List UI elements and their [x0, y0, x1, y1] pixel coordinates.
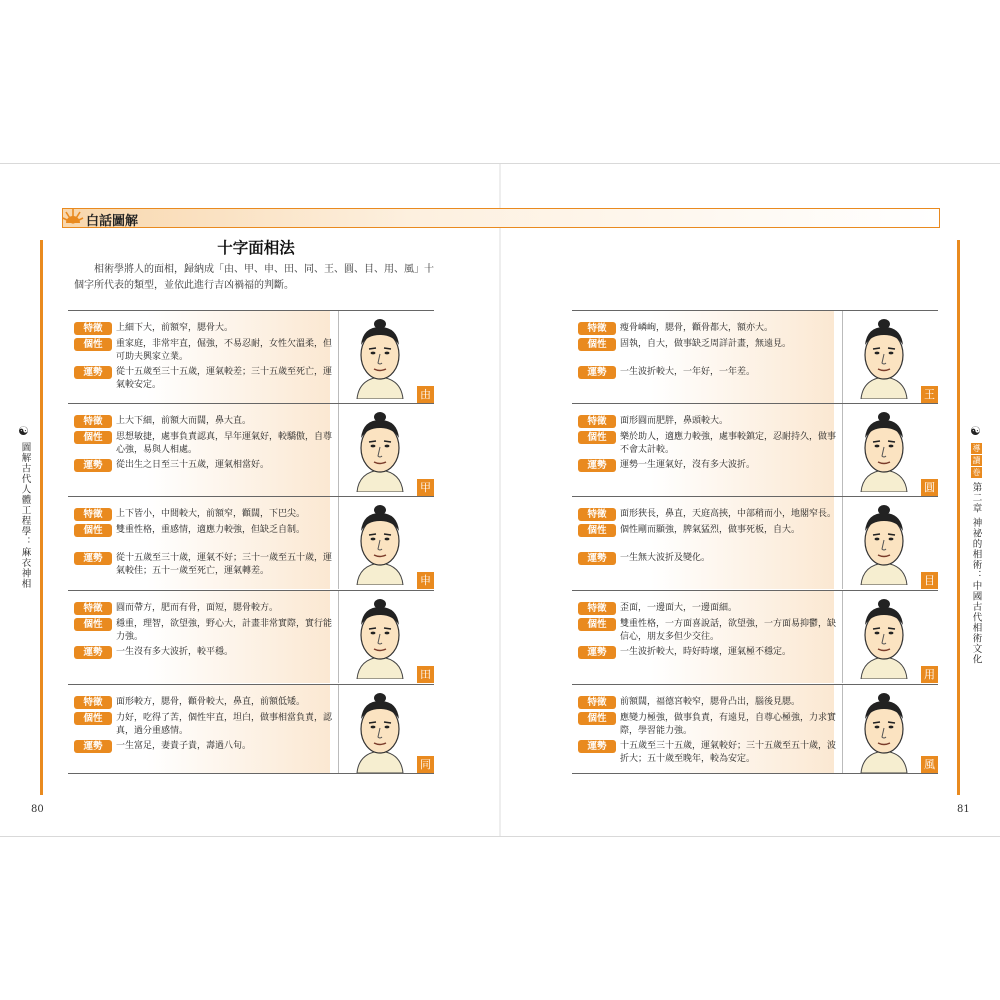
entry-row-feature: [74, 322, 336, 335]
entry-row-personality: [74, 712, 336, 737]
right-page-number: 81: [957, 804, 970, 815]
entry-row-personality: [74, 618, 336, 643]
tag-feature: 特徵: [578, 415, 616, 428]
tag-personality: 個性: [74, 712, 112, 725]
face-char-badge: 圓: [921, 479, 938, 496]
entry-feature-text: 上細下大，前額窄，腮骨大。: [116, 323, 234, 333]
face-portrait-illustration: [853, 315, 915, 399]
left-side-title: 圖解古代人體工程學：麻衣神相: [19, 442, 31, 589]
entry-row-personality: [74, 338, 336, 363]
tag-feature: 特徵: [74, 322, 112, 335]
entry-fortune-text: 一生波折較大，時好時壞，運氣極不穩定。: [620, 647, 792, 657]
entry-row-feature: [578, 696, 840, 709]
entry-feature-text: 上下皆小，中間較大，前額窄，顴闊，下巴尖。: [116, 509, 306, 519]
face-char-badge: 申: [417, 572, 434, 589]
entry-row-feature: [578, 322, 840, 335]
face-type-entry: [572, 310, 938, 403]
entry-fortune-text: 一生波折較大，一年好，一年差。: [620, 367, 756, 377]
right-side-bar: [957, 240, 960, 795]
entry-fortune-text: 十五歲至三十五歲，運氣較好；三十五歲至五十歲，波折大；五十歲至晚年，較為安定。: [620, 741, 837, 764]
entry-fortune-text: 從十五歲至三十歲，運氣不好；三十一歲至五十歲，運氣較佳；五十一歲至死亡，運氣轉差。: [116, 553, 333, 576]
face-type-entry: [68, 403, 434, 496]
entry-row-personality: [74, 431, 336, 456]
face-char-badge: 同: [417, 756, 434, 773]
entry-row-personality: [578, 338, 840, 351]
side-badge: 讀: [972, 456, 981, 465]
face-portrait-illustration: [853, 689, 915, 773]
entry-row-fortune: [74, 459, 336, 472]
entry-personality-text: 雙重性格，重感情，適應力較強，但缺乏自制。: [116, 525, 306, 535]
tag-feature: 特徵: [74, 415, 112, 428]
book-gutter: [499, 164, 501, 836]
entry-feature-text: 歪面，一邊面大，一邊面細。: [620, 603, 738, 613]
entry-personality-text: 重家庭，非常牢直，倔強，不易忍耐，女性欠溫柔，但可助夫興家立業。: [116, 339, 333, 362]
face-portrait-illustration: [853, 501, 915, 585]
entry-row-feature: [578, 602, 840, 615]
face-portrait-illustration: [349, 501, 411, 585]
entry-personality-text: 個性剛而顯強，脾氣猛烈，做事死板，自大。: [620, 525, 801, 535]
face-char-badge: 由: [417, 386, 434, 403]
entry-feature-text: 面形較方，腮骨，顴骨較大，鼻直，前額低矮。: [116, 697, 306, 707]
face-type-entry: [68, 684, 434, 774]
tag-personality: 個性: [74, 618, 112, 631]
face-portrait-illustration: [853, 595, 915, 679]
intro-paragraph: 相術學將人的面相，歸納成「由、甲、申、田、同、王、圓、目、用、風」十個字所代表的類型，並依此進行吉凶禍福的判斷。: [74, 264, 434, 291]
entry-row-personality: [578, 712, 840, 737]
tag-feature: 特徵: [578, 696, 616, 709]
tag-personality: 個性: [578, 618, 616, 631]
side-badge: 卷: [972, 468, 981, 477]
tag-fortune: 運勢: [74, 459, 112, 472]
tag-feature: 特徵: [74, 696, 112, 709]
yin-yang-icon-right: ☯: [970, 424, 981, 438]
entry-row-fortune: [74, 646, 336, 659]
tag-personality: 個性: [578, 524, 616, 537]
face-char-badge: 風: [921, 756, 938, 773]
entry-row-feature: [578, 415, 840, 428]
entry-personality-text: 思想敏捷，處事負責認真，早年運氣好，較驕傲，自尊心強，易與人相處。: [116, 432, 333, 455]
entry-feature-text: 面形圓而肥胖，鼻頭較大。: [620, 416, 729, 426]
entry-row-personality: [578, 524, 840, 537]
tag-fortune: 運勢: [578, 366, 616, 379]
entry-row-fortune: [578, 366, 840, 379]
entry-row-fortune: [74, 366, 336, 391]
entry-fortune-text: 從十五歲至三十五歲，運氣較差；三十五歲至死亡，運氣較安定。: [116, 367, 333, 390]
entry-personality-text: 樂於助人，適應力較強，處事較鎮定，忍耐持久，做事不會太計較。: [620, 432, 837, 455]
tag-fortune: 運勢: [578, 740, 616, 753]
entry-row-feature: [578, 508, 840, 521]
face-type-entry: [68, 496, 434, 589]
face-char-badge: 田: [417, 666, 434, 683]
entry-row-fortune: [74, 740, 336, 753]
tag-feature: 特徵: [74, 602, 112, 615]
entry-row-feature: [74, 508, 336, 521]
page-heading: 十字面相法: [217, 239, 295, 257]
face-portrait-illustration: [853, 408, 915, 492]
tag-feature: 特徵: [578, 508, 616, 521]
face-type-entry: [572, 403, 938, 496]
tag-fortune: 運勢: [74, 366, 112, 379]
tag-fortune: 運勢: [578, 646, 616, 659]
entry-personality-text: 雙重性格，一方面喜說話，欲望強，一方面易抑鬱，缺信心，朋友多但少交往。: [620, 619, 837, 642]
left-page-number: 80: [31, 804, 44, 815]
banner-label: 白話圖解: [86, 214, 139, 229]
entry-row-fortune: [578, 459, 840, 472]
entry-fortune-text: 從出生之日至三十五歲，運氣相當好。: [116, 460, 270, 470]
entry-fortune-text: 一生沒有多大波折，較平穩。: [116, 647, 234, 657]
sun-rays-icon: [62, 205, 84, 227]
entry-personality-text: 應變力極強，做事負責，有遠見，自尊心極強，力求實際，學習能力強。: [620, 713, 837, 736]
face-char-badge: 用: [921, 666, 938, 683]
entry-fortune-text: 運勢一生運氣好，沒有多大波折。: [620, 460, 756, 470]
entry-row-feature: [74, 415, 336, 428]
tag-feature: 特徵: [578, 322, 616, 335]
entry-row-fortune: [578, 552, 840, 565]
entry-personality-text: 固執，自大，做事缺乏周詳計畫，無遠見。: [620, 339, 792, 349]
entry-personality-text: 力好，吃得了苦，個性牢直，坦白，做事相當負責，認真，過分重感情。: [116, 713, 333, 736]
left-side-bar: [40, 240, 43, 795]
entry-feature-text: 瘦骨嶙峋，腮骨，顴骨都大，額亦大。: [620, 323, 774, 333]
tag-personality: 個性: [74, 338, 112, 351]
entry-row-fortune: [578, 740, 840, 765]
tag-fortune: 運勢: [74, 646, 112, 659]
tag-fortune: 運勢: [578, 552, 616, 565]
tag-feature: 特徵: [578, 602, 616, 615]
side-badge: 導: [972, 444, 981, 453]
face-char-badge: 目: [921, 572, 938, 589]
face-portrait-illustration: [349, 689, 411, 773]
entry-row-feature: [74, 602, 336, 615]
tag-personality: 個性: [578, 431, 616, 444]
face-type-entry: [572, 496, 938, 589]
tag-fortune: 運勢: [578, 459, 616, 472]
entry-personality-text: 穩重，理智，欲望強，野心大，計畫非常實際，實行能力強。: [116, 619, 333, 642]
right-side-title: 第二章 神祕的相術：中國古代相術文化: [970, 482, 982, 665]
face-type-entry: [572, 590, 938, 683]
entry-fortune-text: 一生富足，妻貴子貴，壽過八旬。: [116, 741, 252, 751]
face-portrait-illustration: [349, 408, 411, 492]
tag-personality: 個性: [578, 338, 616, 351]
tag-personality: 個性: [578, 712, 616, 725]
entry-row-fortune: [578, 646, 840, 659]
face-type-entry: [572, 684, 938, 774]
face-portrait-illustration: [349, 595, 411, 679]
yin-yang-icon: ☯: [18, 424, 29, 438]
entry-feature-text: 前額闊，福德宮較窄，腮骨凸出，腦後見腮。: [620, 697, 801, 707]
right-side-badges: [971, 443, 982, 478]
tag-fortune: 運勢: [74, 552, 112, 565]
entry-fortune-text: 一生無大波折及變化。: [620, 553, 711, 563]
entry-row-feature: [74, 696, 336, 709]
face-char-badge: 甲: [417, 479, 434, 496]
face-type-entry: [68, 590, 434, 683]
face-portrait-illustration: [349, 315, 411, 399]
entry-row-personality: [578, 618, 840, 643]
tag-feature: 特徵: [74, 508, 112, 521]
tag-personality: 個性: [74, 524, 112, 537]
face-type-entry: [68, 310, 434, 403]
entry-feature-text: 上大下細，前額大而闊，鼻大直。: [116, 416, 252, 426]
entry-row-personality: [578, 431, 840, 456]
face-char-badge: 王: [921, 386, 938, 403]
entry-row-personality: [74, 524, 336, 537]
entry-row-fortune: [74, 552, 336, 577]
tag-fortune: 運勢: [74, 740, 112, 753]
entry-feature-text: 面形狹長，鼻直，天庭高挾，中部稍而小，地閣窄長。: [620, 509, 837, 519]
entry-feature-text: 圓而帶方，肥而有骨，面短，腮骨較方。: [116, 603, 279, 613]
tag-personality: 個性: [74, 431, 112, 444]
section-banner: [62, 208, 940, 228]
